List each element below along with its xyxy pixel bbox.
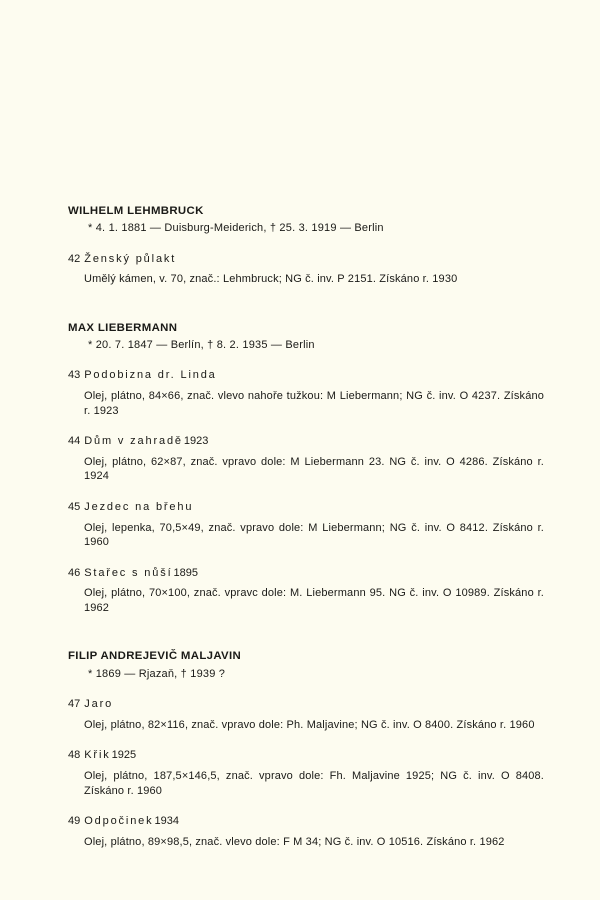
work-title: Ženský půlakt [84,252,177,265]
work-number: 46 [68,566,81,579]
work-number: 44 [68,435,81,448]
artist-dates: * 4. 1. 1881 — Duisburg-Meiderich, † 25. 3. 1919 — Berlin [88,222,384,235]
work-entry [68,698,544,732]
work-title-line [68,698,544,712]
artist-name: FILIP ANDREJEVIČ MALJAVIN [68,650,242,663]
work-title: Stařec s nůší [84,566,173,579]
work-title: Dům v zahradě [84,435,183,448]
work-description: Olej, plátno, 62×87, znač. vpravo dole: M Liebermann 23. NG č. inv. O 4286. Získáno r. 1924 [84,455,544,483]
work-title: Podobizna dr. Linda [84,369,217,382]
artist-name: WILHELM LEHMBRUCK [68,205,204,217]
work-title: Odpočinek [84,815,154,828]
work-title: Křik [84,749,111,762]
work-number: 47 [68,698,81,711]
work-number: 43 [68,369,81,382]
work-year: 1923 [183,435,209,448]
work-number: 49 [68,815,81,828]
work-number: 42 [68,252,81,265]
work-title: Jaro [84,698,114,711]
work-description: Olej, plátno, 84×66, znač. vlevo nahoře tužkou: M Liebermann; NG č. inv. O 4237. Získáno r. 1923 [84,390,544,417]
work-title-line [68,369,544,383]
artist-dates: * 1869 — Rjazaň, † 1939 ? [88,667,226,680]
artist-name: MAX LIEBERMANN [68,321,178,334]
work-year: 1925 [111,749,137,762]
work-number: 48 [68,749,81,762]
artist-group [68,649,544,849]
work-entry [68,369,544,418]
artist-dates: * 20. 7. 1847 — Berlín, † 8. 2. 1935 — Berlin [88,339,315,352]
work-entry [68,567,544,616]
work-title: Jezdec na břehu [84,500,194,513]
work-description: Olej, plátno, 89×98,5, znač. vlevo dole: F M 34; NG č. inv. O 10516. Získáno r. 1962 [84,835,505,848]
work-title-line [68,253,544,267]
work-entry [68,435,544,484]
work-description: Olej, plátno, 187,5×146,5, znač. vpravo dole: Fh. Maljavine 1925; NG č. inv. O 8408. Získáno r. 1960 [84,770,544,797]
work-entry [68,749,544,798]
work-year: 1895 [173,566,198,579]
artist-group [68,204,544,287]
work-entry [68,815,544,849]
work-title-line [68,815,544,829]
work-title-line [68,501,544,515]
work-title-line [68,749,544,763]
artist-group [68,321,544,616]
work-title-line [68,567,544,581]
work-description: Umělý kámen, v. 70, znač.: Lehmbruck; NG č. inv. P 2151. Získáno r. 1930 [84,273,458,286]
work-description: Olej, plátno, 82×116, znač. vpravo dole: Ph. Maljavine; NG č. inv. O 8400. Získáno r. 1960 [84,718,535,731]
work-title-line [68,435,544,449]
work-year: 1934 [154,815,179,828]
work-entry [68,253,544,287]
work-description: Olej, lepenka, 70,5×49, znač. vpravo dole: M Liebermann; NG č. inv. O 8412. Získáno r. 1960 [84,521,544,549]
work-number: 45 [68,500,81,513]
work-description: Olej, plátno, 70×100, znač. vpravc dole: M. Liebermann 95. NG č. inv. O 10989. Získáno r. 1962 [84,587,544,614]
work-entry [68,501,544,550]
